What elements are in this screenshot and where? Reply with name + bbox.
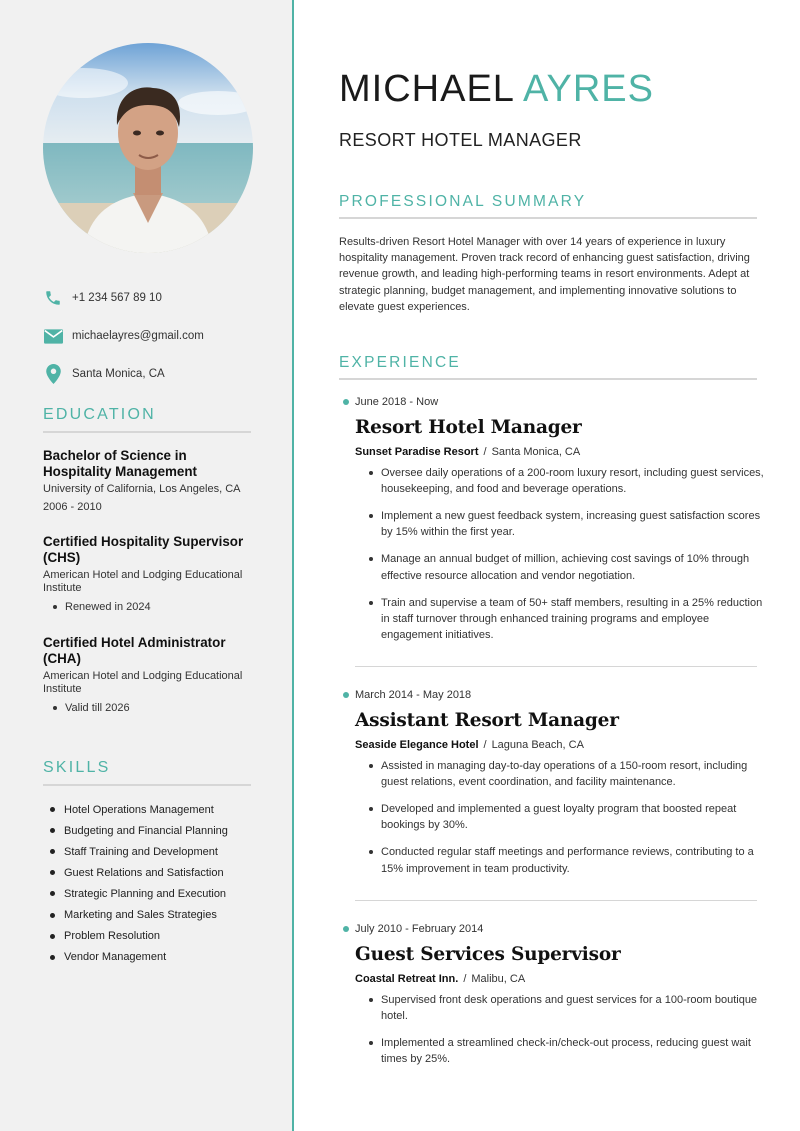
education-heading: EDUCATION	[43, 406, 251, 433]
education-years: 2006 - 2010	[43, 501, 102, 513]
job-bullet: Implement a new guest feedback system, increasing guest satisfaction scores by 15% within the first year.	[369, 508, 769, 540]
skill-item: Guest Relations and Satisfaction	[50, 862, 228, 883]
job-company: Seaside Elegance Hotel / Laguna Beach, CA	[355, 739, 584, 751]
divider	[355, 666, 757, 667]
phone-icon	[43, 288, 63, 308]
job-dates: July 2010 - February 2014	[343, 923, 769, 935]
summary-heading: PROFESSIONAL SUMMARY	[339, 193, 757, 219]
education-note	[43, 702, 258, 714]
job-role: RESORT HOTEL MANAGER	[339, 130, 582, 150]
job-title: Guest Services Supervisor	[355, 944, 621, 965]
education-note	[43, 601, 258, 613]
location-text: Santa Monica, CA	[72, 368, 165, 380]
job-company: Sunset Paradise Resort / Santa Monica, CA	[355, 446, 581, 458]
job-bullets	[369, 465, 769, 643]
experience-item	[339, 689, 769, 888]
contact-phone	[43, 288, 263, 308]
job-bullet: Developed and implemented a guest loyalty program that boosted repeat bookings by 30%.	[369, 801, 769, 833]
job-dates: March 2014 - May 2018	[343, 689, 769, 701]
job-bullet: Train and supervise a team of 50+ staff members, resulting in a 25% reduction in staff turnover through enhanced training programs and employee engagement initiatives.	[369, 595, 769, 644]
job-bullets	[369, 758, 769, 877]
summary-text: Results-driven Resort Hotel Manager with over 14 years of experience in luxury hospitality management. Proven track record of enhancing guest satisfaction, driving revenue growth, and leading high-performing teams in resort environments. Adept at strategic planning, budget management, and implementing innovative solutions to elevate guest experiences.	[339, 236, 750, 313]
education-degree: Bachelor of Science in Hospitality Management	[43, 448, 198, 479]
skill-item: Marketing and Sales Strategies	[50, 904, 228, 925]
bullet-dot	[53, 706, 57, 710]
education-degree: Certified Hotel Administrator (CHA)	[43, 635, 226, 666]
skill-item: Hotel Operations Management	[50, 799, 228, 820]
envelope-icon	[43, 326, 63, 346]
map-pin-icon	[43, 364, 63, 384]
job-bullet: Assisted in managing day-to-day operations of a 150-room resort, including guest relations, event coordination, and facility maintenance.	[369, 758, 769, 790]
first-name: MICHAEL	[339, 68, 514, 110]
education-item	[43, 448, 258, 513]
job-bullet: Oversee daily operations of a 200-room luxury resort, including guest services, housekeeping, and food and beverage operations.	[369, 465, 769, 497]
skill-item: Staff Training and Development	[50, 841, 228, 862]
education-note-text: Renewed in 2024	[65, 601, 151, 613]
job-bullet: Conducted regular staff meetings and performance reviews, contributing to a 15% improvement in team productivity.	[369, 844, 769, 876]
timeline-dot	[343, 692, 349, 698]
job-title: Assistant Resort Manager	[355, 710, 619, 731]
job-bullet: Implemented a streamlined check-in/check-out process, reducing guest wait times by 25%.	[369, 1035, 769, 1067]
contact-email	[43, 326, 263, 346]
profile-photo	[43, 43, 253, 253]
job-title: Resort Hotel Manager	[355, 417, 582, 438]
timeline-dot	[343, 926, 349, 932]
job-company: Coastal Retreat Inn. / Malibu, CA	[355, 973, 526, 985]
full-name	[339, 68, 654, 111]
education-school: University of California, Los Angeles, CA	[43, 483, 241, 495]
skill-item: Budgeting and Financial Planning	[50, 820, 228, 841]
experience-item	[339, 923, 769, 1078]
phone-text: +1 234 567 89 10	[72, 292, 162, 304]
education-school: American Hotel and Lodging Educational Institute	[43, 670, 243, 695]
skills-heading: SKILLS	[43, 759, 251, 786]
skill-item: Problem Resolution	[50, 926, 228, 947]
job-bullet: Supervised front desk operations and guest services for a 100-room boutique hotel.	[369, 992, 769, 1024]
job-dates: June 2018 - Now	[343, 396, 769, 408]
education-note-text: Valid till 2026	[65, 702, 130, 714]
experience-heading: EXPERIENCE	[339, 354, 757, 380]
education-item	[43, 635, 258, 714]
education-school: American Hotel and Lodging Educational Institute	[43, 569, 243, 594]
experience-item	[339, 396, 769, 654]
contact-location	[43, 364, 263, 384]
divider	[355, 900, 757, 901]
skill-item: Strategic Planning and Execution	[50, 883, 228, 904]
education-item	[43, 534, 258, 613]
sidebar	[0, 0, 294, 1131]
email-text: michaelayres@gmail.com	[72, 330, 204, 342]
last-name: AYRES	[522, 68, 654, 110]
skill-item: Vendor Management	[50, 947, 228, 968]
job-bullet: Manage an annual budget of million, achieving cost savings of 10% through effective resource allocation and vendor negotiation.	[369, 551, 769, 583]
education-degree: Certified Hospitality Supervisor (CHS)	[43, 534, 244, 565]
timeline-dot	[343, 399, 349, 405]
job-bullets	[369, 992, 769, 1068]
skills-list	[50, 799, 228, 968]
bullet-dot	[53, 605, 57, 609]
